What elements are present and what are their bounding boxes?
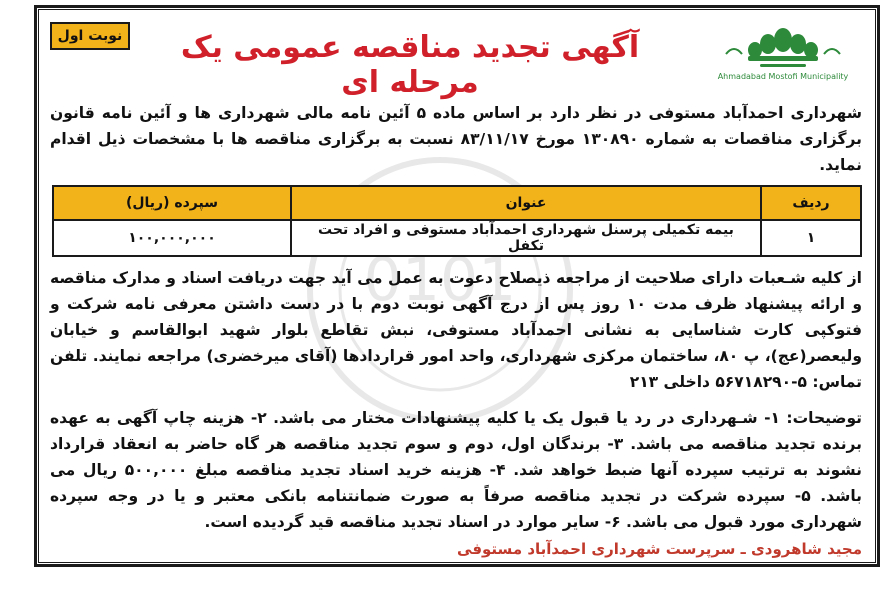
municipality-logo-icon — [708, 14, 858, 94]
header-row-number: ردیف — [761, 186, 861, 220]
page-title: آگهی تجدید مناقصه عمومی یک مرحله ای — [180, 30, 640, 100]
table-row — [53, 220, 861, 256]
notes-paragraph: توضیحات: ۱- شـهرداری در رد یا قبول یک یا کلیه پیشنهادات مختار می باشد. ۲- هزینه چاپ آگهی به عهده برنده تجدید مناقصه می باشد. ۳- برندگان اول، دوم و سوم تجدید مناقصه هر گاه حاضر به انعقاد قرارداد نشوند به ترتیب سپرده آنها ضبط خواهد شد. ۴- هزینه خرید اسناد تجدید مناقصه مبلغ ۵۰۰,۰۰۰ ریال می باشد. ۵- سپرده شرکت در تجدید مناقصه صرفاً به صورت ضمانتنامه بانکی معتبر و یا در وجه سپرده شهرداری مورد قبول می باشد. ۶- سایر موارد در اسناد تجدید مناقصه قید گردیده است. — [50, 409, 862, 531]
table-header-row — [53, 186, 861, 220]
body-paragraph: از کلیه شـعبات دارای صلاحیت از مراجعه ذیصلاح دعوت به عمل می آید جهت دریافت اسناد و مدارک مناقصه و ارائه پیشنهاد ظرف مدت ۱۰ روز پس از درج آگهی نوبت دوم با در دست داشتن معرفی نامه شرکت و فتوکپی کارت شناسایی به نشانی احمدآباد مستوفی، نبش تقاطع بلوار شهید ابوالقاسم و خیابان ولیعصر(عج)، پ ۸۰، ساختمان مرکزی شهرداری، واحد امور قراردادها (آقای میرخضری) مراجعه نمایند. تلفن تماس: ۵-۵۶۷۱۸۲۹۰ داخلی ۲۱۳ — [50, 269, 863, 391]
edition-badge: نوبت اول — [50, 22, 130, 50]
cell-deposit: ۱۰۰,۰۰۰,۰۰۰ — [53, 220, 291, 256]
cell-title: بیمه تکمیلی پرسنل شهرداری احمدآباد مستوفی و افراد تحت تکفل — [291, 220, 761, 256]
header-title: عنوان — [291, 186, 761, 220]
cell-row-number: ۱ — [761, 220, 861, 256]
logo-caption: Ahmadabad Mostofi Municipality — [717, 72, 849, 81]
header-deposit: سپرده (ریال) — [53, 186, 291, 220]
intro-paragraph: شهرداری احمدآباد مستوفی در نظر دارد بر اساس ماده ۵ آئین نامه مالی شهرداری ها و آئین نامه قانون برگزاری مناقصات به شماره ۱۳۰۸۹۰ مورخ ۸۳/۱۱/۱۷ نسبت به برگزاری مناقصه ها با مشخصات ذیل اقدام نماید. — [50, 104, 862, 174]
tender-table — [52, 185, 862, 257]
signature-line: مجید شاهرودی ـ سرپرست شهرداری احمدآباد مستوفی — [457, 540, 862, 558]
